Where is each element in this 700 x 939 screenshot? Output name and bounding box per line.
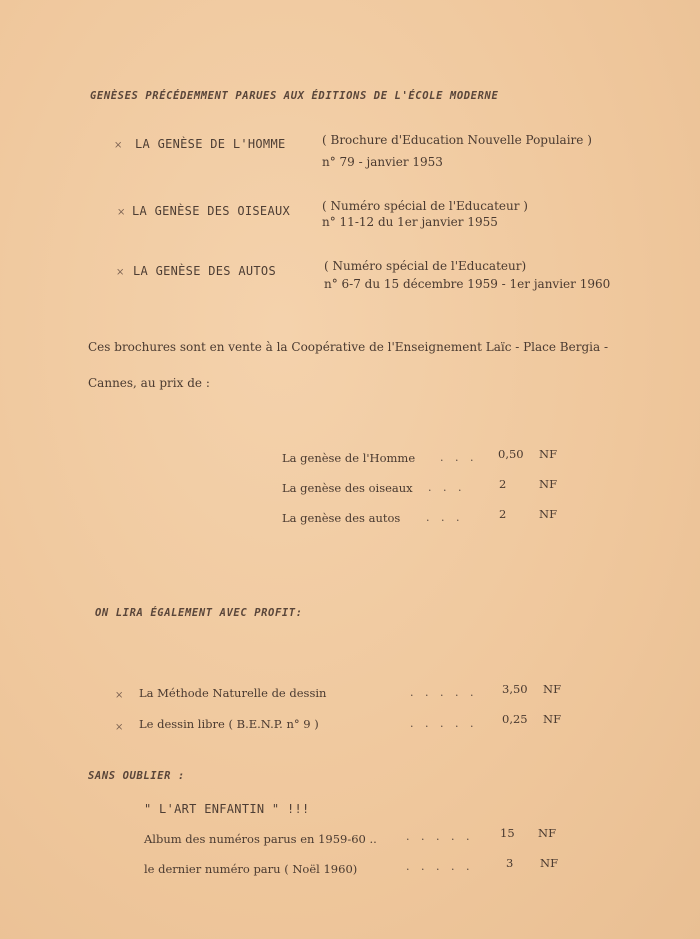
price-unit: NF (539, 507, 558, 521)
bullet-mark: × (117, 207, 126, 218)
price-unit: NF (539, 477, 558, 491)
genese-note: ( Brochure d'Education Nouvelle Populaire ) (322, 133, 592, 147)
genese-note: ( Numéro spécial de l'Educateur ) (322, 199, 528, 213)
bullet-mark: × (116, 267, 125, 278)
bullet-mark: × (114, 140, 123, 151)
leader-dots: . . . . . (410, 686, 478, 699)
leader-dots: . . . (440, 451, 478, 464)
art-enfantin-title: " L'ART ENFANTIN " !!! (144, 802, 310, 816)
sale-line-2: Cannes, au prix de : (88, 376, 210, 390)
genese-ref: n° 6-7 du 15 décembre 1959 - 1er janvier 1960 (324, 277, 611, 291)
section-heading-oublier: SANS OUBLIER : (88, 770, 185, 782)
price-value: 2 (499, 507, 507, 521)
price-value: 0,25 (502, 712, 528, 726)
bullet-mark: × (115, 722, 124, 733)
price-value: 2 (499, 477, 507, 491)
leader-dots: . . . (426, 511, 464, 524)
bullet-mark: × (115, 690, 124, 701)
price-unit: NF (540, 856, 559, 870)
leader-dots: . . . (428, 481, 466, 494)
price-unit: NF (539, 447, 558, 461)
leader-dots: . . . . . (406, 830, 474, 843)
price-label: La genèse des oiseaux (282, 481, 413, 495)
price-value: 0,50 (498, 447, 524, 461)
price-value: 15 (500, 826, 515, 840)
genese-ref: n° 11-12 du 1er janvier 1955 (322, 215, 498, 229)
price-value: 3,50 (502, 682, 528, 696)
leader-dots: . . . . . (410, 717, 478, 730)
price-unit: NF (543, 682, 562, 696)
item-label: La Méthode Naturelle de dessin (139, 686, 327, 700)
genese-ref: n° 79 - janvier 1953 (322, 155, 443, 169)
price-label: La genèse des autos (282, 511, 401, 525)
leader-dots: . . . . . (406, 860, 474, 873)
section-heading-geneses: GENÈSES PRÉCÉDEMMENT PARUES AUX ÉDITIONS DE L'ÉCOLE MODERNE (90, 90, 499, 102)
item-label: Le dessin libre ( B.E.N.P. n° 9 ) (139, 717, 319, 731)
section-heading-lira: ON LIRA ÉGALEMENT AVEC PROFIT: (95, 607, 303, 619)
genese-title: LA GENÈSE DES AUTOS (133, 264, 276, 278)
genese-title: LA GENÈSE DE L'HOMME (135, 137, 286, 151)
sale-line-1: Ces brochures sont en vente à la Coopérative de l'Enseignement Laïc - Place Bergia - (88, 340, 609, 354)
price-unit: NF (543, 712, 562, 726)
genese-title: LA GENÈSE DES OISEAUX (132, 204, 291, 218)
genese-note: ( Numéro spécial de l'Educateur) (324, 259, 527, 273)
item-label: Album des numéros parus en 1959-60 .. (144, 832, 377, 846)
price-unit: NF (538, 826, 557, 840)
item-label: le dernier numéro paru ( Noël 1960) (144, 862, 358, 876)
price-label: La genèse de l'Homme (282, 451, 416, 465)
price-value: 3 (506, 856, 514, 870)
